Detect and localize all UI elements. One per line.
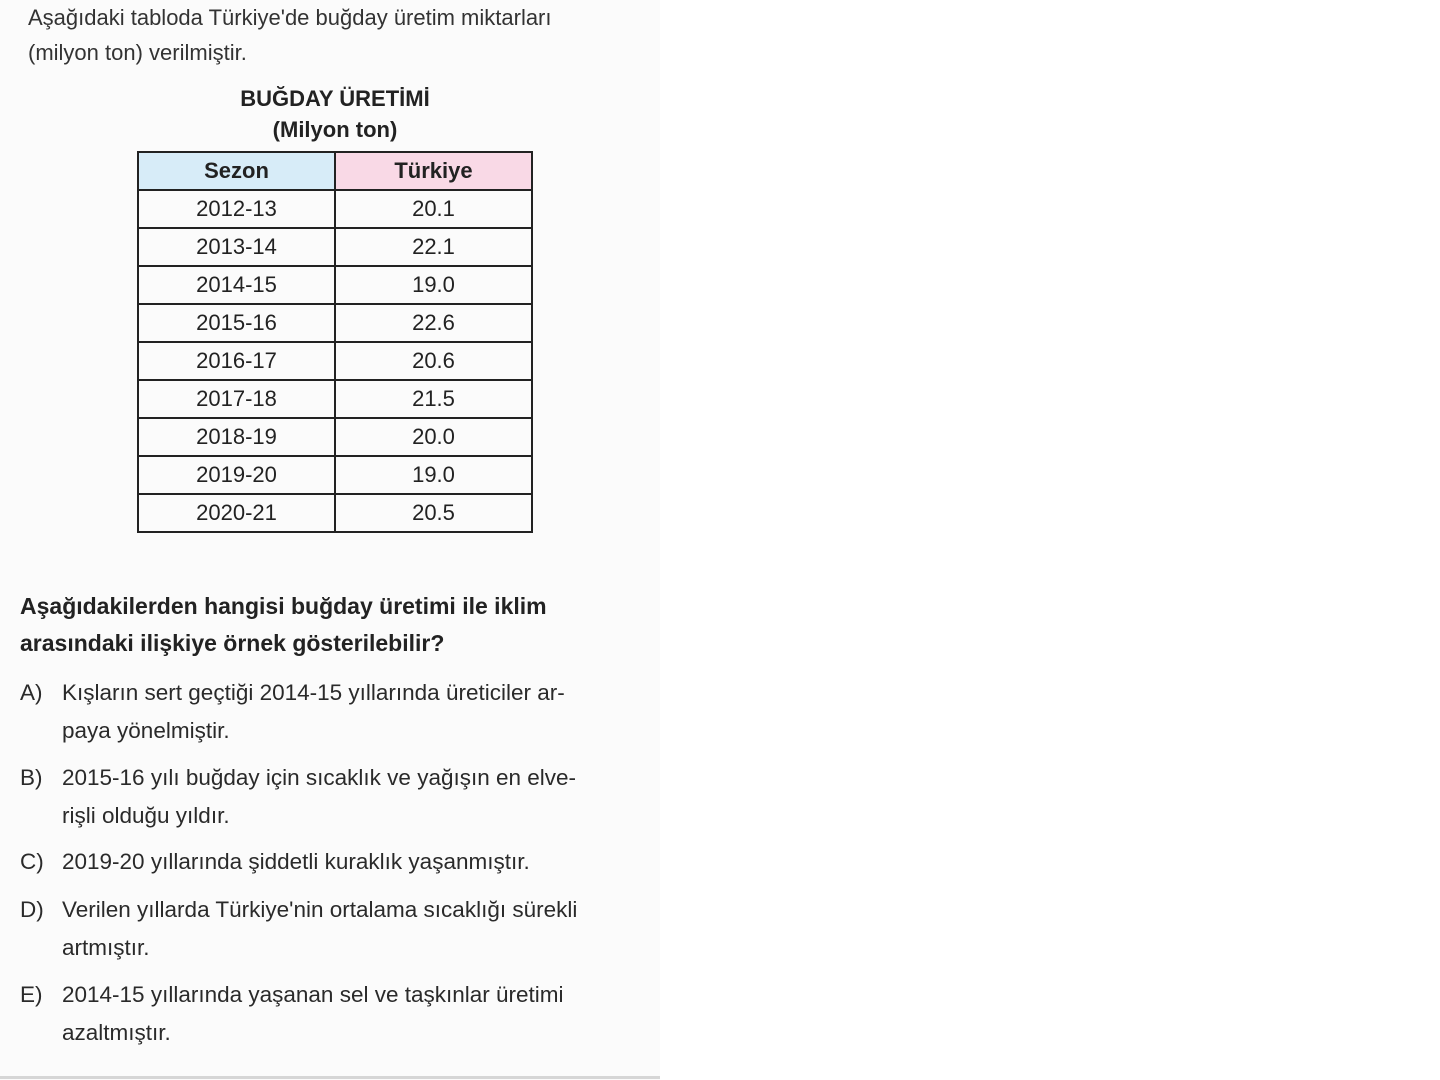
intro-line-1: Aşağıdaki tabloda Türkiye'de buğday üretim miktarları xyxy=(28,5,552,30)
value-cell: 19.0 xyxy=(335,266,532,304)
value-cell: 21.5 xyxy=(335,380,532,418)
table-header-row xyxy=(138,152,532,190)
option-line-2: rişli olduğu yıldır. xyxy=(62,803,230,828)
question-line-1: Aşağıdakilerden hangisi buğday üretimi ile iklim xyxy=(20,593,547,619)
question-stem xyxy=(20,588,668,662)
season-cell: 2014-15 xyxy=(138,266,335,304)
option-c[interactable] xyxy=(20,843,668,881)
table-row xyxy=(138,304,532,342)
intro-line-2: (milyon ton) verilmiştir. xyxy=(28,40,247,65)
value-cell: 22.1 xyxy=(335,228,532,266)
option-letter: D) xyxy=(20,897,44,922)
value-cell: 19.0 xyxy=(335,456,532,494)
table-row xyxy=(138,190,532,228)
header-turkiye: Türkiye xyxy=(335,152,532,190)
option-line-1: 2019-20 yıllarında şiddetli kuraklık yaşanmıştır. xyxy=(62,849,530,874)
option-line-1: Verilen yıllarda Türkiye'nin ortalama sıcaklığı sürekli xyxy=(62,897,578,922)
option-d[interactable] xyxy=(20,891,668,967)
season-cell: 2020-21 xyxy=(138,494,335,532)
table-row xyxy=(138,494,532,532)
option-letter: B) xyxy=(20,765,43,790)
value-cell: 20.6 xyxy=(335,342,532,380)
table-subtitle: (Milyon ton) xyxy=(272,117,398,142)
option-letter: A) xyxy=(20,680,43,705)
table-title: BUĞDAY ÜRETİMİ xyxy=(240,86,430,111)
season-cell: 2015-16 xyxy=(138,304,335,342)
question-line-2: arasındaki ilişkiye örnek gösterilebilir? xyxy=(20,630,445,656)
season-cell: 2016-17 xyxy=(138,342,335,380)
season-cell: 2017-18 xyxy=(138,380,335,418)
option-line-1: 2014-15 yıllarında yaşanan sel ve taşkınlar üretimi xyxy=(62,982,564,1007)
option-text xyxy=(62,759,668,835)
page-bottom-rule xyxy=(0,1076,660,1079)
option-line-2: artmıştır. xyxy=(62,935,150,960)
option-line-2: azaltmıştır. xyxy=(62,1020,171,1045)
season-cell: 2018-19 xyxy=(138,418,335,456)
wheat-production-table xyxy=(137,151,533,533)
option-text xyxy=(62,976,668,1052)
option-text xyxy=(62,891,668,967)
season-cell: 2019-20 xyxy=(138,456,335,494)
option-line-2: paya yönelmiştir. xyxy=(62,718,230,743)
option-b[interactable] xyxy=(20,759,668,835)
option-line-1: Kışların sert geçtiği 2014-15 yıllarında üreticiler ar- xyxy=(62,680,565,705)
option-line-1: 2015-16 yılı buğday için sıcaklık ve yağışın en elve- xyxy=(62,765,577,790)
option-text xyxy=(62,674,668,750)
table-row xyxy=(138,418,532,456)
intro-paragraph xyxy=(28,0,648,70)
option-letter: E) xyxy=(20,982,43,1007)
table-row xyxy=(138,456,532,494)
season-cell: 2013-14 xyxy=(138,228,335,266)
value-cell: 22.6 xyxy=(335,304,532,342)
option-a[interactable] xyxy=(20,674,668,750)
value-cell: 20.0 xyxy=(335,418,532,456)
header-sezon: Sezon xyxy=(138,152,335,190)
option-letter: C) xyxy=(20,849,44,874)
value-cell: 20.5 xyxy=(335,494,532,532)
table-row xyxy=(138,228,532,266)
table-row xyxy=(138,380,532,418)
season-cell: 2012-13 xyxy=(138,190,335,228)
option-e[interactable] xyxy=(20,976,668,1052)
option-text xyxy=(62,843,668,881)
table-row xyxy=(138,266,532,304)
value-cell: 20.1 xyxy=(335,190,532,228)
table-row xyxy=(138,342,532,380)
